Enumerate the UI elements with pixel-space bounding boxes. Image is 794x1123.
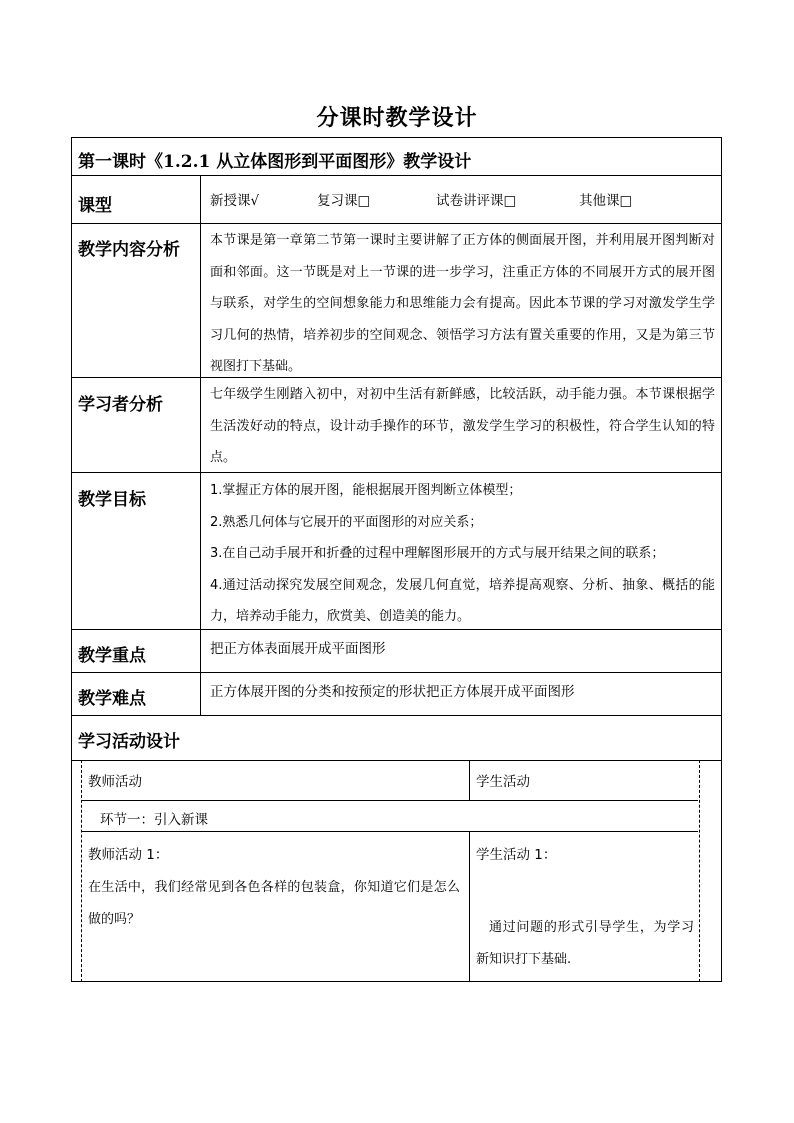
section-intro: 环节一：引入新课: [100, 812, 208, 828]
dashed-divider: [81, 760, 82, 982]
student-activity-header: 学生活动: [476, 774, 530, 790]
learner-analysis-label: 学习者分析: [78, 395, 163, 415]
teacher-activity-1-text: 在生活中，我们经常见到各色各样的包装盒，你知道它们是怎么做的吗？: [88, 880, 460, 927]
type-option-review: 复习课□: [317, 193, 371, 209]
type-option-exam: 试卷讲评课□: [436, 193, 517, 209]
row-divider: [81, 831, 698, 832]
teacher-activity-header: 教师活动: [88, 774, 142, 790]
activity-design-label: 学习活动设计: [78, 732, 180, 752]
type-option-new: 新授课√: [210, 193, 260, 209]
objective-item: 2.熟悉几何体与它展开的平面图形的对应关系；: [210, 514, 483, 530]
dashed-divider: [699, 760, 700, 982]
objectives-label: 教学目标: [78, 490, 146, 510]
lesson-design-table: [71, 137, 722, 982]
row-divider: [72, 672, 721, 673]
key-point-label: 教学重点: [78, 646, 146, 666]
row-divider: [72, 760, 721, 761]
row-divider: [72, 715, 721, 716]
objective-item: 3.在自己动手展开和折叠的过程中理解图形展开的方式与展开结果之间的联系；: [210, 546, 665, 561]
objective-item: 1.掌握正方体的展开图，能根据展开图判断立体模型；: [210, 483, 522, 498]
difficulty-text: 正方体展开图的分类和按预定的形状把正方体展开成平面图形: [210, 684, 575, 700]
student-activity-1-text: 通过问题的形式引导学生，为学习新知识打下基础.: [476, 920, 694, 967]
lesson-title: 第一课时《1.2.1 从立体图形到平面图形》教学设计: [78, 152, 472, 172]
key-point-text: 把正方体表面展开成平面图形: [210, 641, 386, 657]
student-activity-1-title: 学生活动 1：: [476, 847, 557, 863]
learner-analysis-text: 七年级学生刚踏入初中，对初中生活有新鲜感，比较活跃，动手能力强。本节课根据学生活泼好动的特点，设计动手操作的环节，激发学生学习的积极性，符合学生认知的特点。: [210, 387, 715, 465]
content-analysis-label: 教学内容分析: [78, 240, 180, 260]
difficulty-label: 教学难点: [78, 689, 146, 709]
type-option-other: 其他课□: [579, 193, 633, 209]
column-divider: [469, 760, 470, 800]
column-divider: [469, 831, 470, 982]
content-analysis-text: 本节课是第一章第二节第一课时主要讲解了正方体的侧面展开图，并利用展开图判断对面和邻面。这一节既是对上一节课的进一步学习，注重正方体的不同展开方式的展开图与联系，对学生的空间想象能力和思维能力会有提高。因此本节课的学习对激发学生学习几何的热情，培养初步的空间观念、领悟学习方法有置关重要的作用，又是为第三节视图打下基础。: [210, 233, 715, 374]
type-label: 课型: [78, 196, 112, 216]
row-divider: [72, 223, 721, 224]
row-divider: [81, 800, 698, 801]
teacher-activity-1-title: 教师活动 1：: [88, 847, 169, 863]
column-divider: [200, 175, 201, 715]
objective-item: 4.通过活动探究发展空间观念，发展几何直觉，培养提高观察、分析、抽象、概括的能力，培养动手能力，欣赏美、创造美的能力。: [210, 577, 715, 624]
page-title: 分课时教学设计: [316, 105, 478, 131]
objectives-list: [210, 475, 715, 633]
row-divider: [72, 175, 721, 176]
